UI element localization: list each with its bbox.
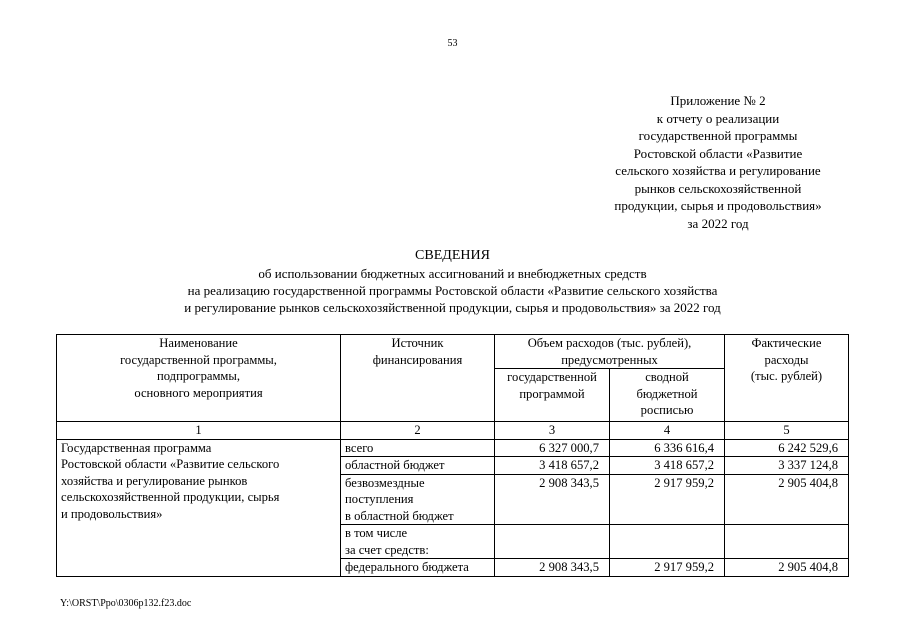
actual-cell	[725, 525, 849, 559]
appendix-block	[590, 92, 846, 232]
document-subtitle-line: об использовании бюджетных ассигнований и внебюджетных средств	[258, 266, 647, 281]
appendix-line: рынков сельскохозяйственной	[634, 180, 802, 196]
planned-cell	[495, 525, 610, 559]
header-consolidated-budget: сводной бюджетной росписью	[610, 369, 725, 422]
budget-cell	[610, 525, 725, 559]
appendix-line: сельского хозяйства и регулирование	[615, 163, 821, 178]
appendix-line: за 2022 год	[687, 215, 749, 231]
document-heading	[0, 247, 905, 316]
actual-cell: 3 337 124,8	[725, 457, 849, 475]
program-name-cell: Государственная программа Ростовской области «Развитие сельского хозяйства и регулирование рынков сельскохозяйственной продукции, сырья и продовольствия»	[57, 439, 341, 576]
header-source: Источник финансирования	[341, 335, 495, 422]
header-state-program: государственной программой	[495, 369, 610, 422]
header-actual: Фактические расходы (тыс. рублей)	[725, 335, 849, 422]
actual-cell: 2 905 404,8	[725, 474, 849, 525]
appendix-line: Приложение № 2	[670, 93, 766, 108]
budget-cell: 2 917 959,2	[610, 474, 725, 525]
budget-cell: 3 418 657,2	[610, 457, 725, 475]
expenditure-table	[56, 334, 849, 577]
source-cell: областной бюджет	[341, 457, 495, 475]
budget-cell: 2 917 959,2	[610, 559, 725, 577]
column-number: 4	[610, 422, 725, 440]
budget-cell: 6 336 616,4	[610, 439, 725, 457]
appendix-line: к отчету о реализации	[656, 110, 780, 126]
planned-cell: 3 418 657,2	[495, 457, 610, 475]
column-number: 3	[495, 422, 610, 440]
planned-cell: 6 327 000,7	[495, 439, 610, 457]
header-row	[57, 335, 849, 369]
table-row	[57, 439, 849, 457]
actual-cell: 6 242 529,6	[725, 439, 849, 457]
column-number-row	[57, 422, 849, 440]
planned-cell: 2 908 343,5	[495, 474, 610, 525]
source-cell: всего	[341, 439, 495, 457]
column-number: 1	[57, 422, 341, 440]
source-cell: в том числе за счет средств:	[341, 525, 495, 559]
column-number: 2	[341, 422, 495, 440]
column-number: 5	[725, 422, 849, 440]
page-number: 53	[447, 38, 458, 49]
header-volume: Объем расходов (тыс. рублей), предусмотренных	[495, 335, 725, 369]
source-cell: безвозмездные поступления в областной бюджет	[341, 474, 495, 525]
planned-cell: 2 908 343,5	[495, 559, 610, 577]
document-subtitle-line: на реализацию государственной программы Ростовской области «Развитие сельского хозяйства	[187, 283, 718, 298]
header-name: Наименование государственной программы, подпрограммы, основного мероприятия	[57, 335, 341, 422]
actual-cell: 2 905 404,8	[725, 559, 849, 577]
document-title: СВЕДЕНИЯ	[415, 248, 490, 263]
source-cell: федерального бюджета	[341, 559, 495, 577]
file-path-footer: Y:\ORST\Ppo\0306p132.f23.doc	[60, 598, 192, 609]
document-subtitle-line: и регулирование рынков сельскохозяйственной продукции, сырья и продовольствия» за 2022 год	[184, 300, 721, 315]
appendix-line: Ростовской области «Развитие	[633, 145, 803, 161]
appendix-line: продукции, сырья и продовольствия»	[614, 198, 822, 213]
appendix-line: государственной программы	[638, 128, 798, 143]
